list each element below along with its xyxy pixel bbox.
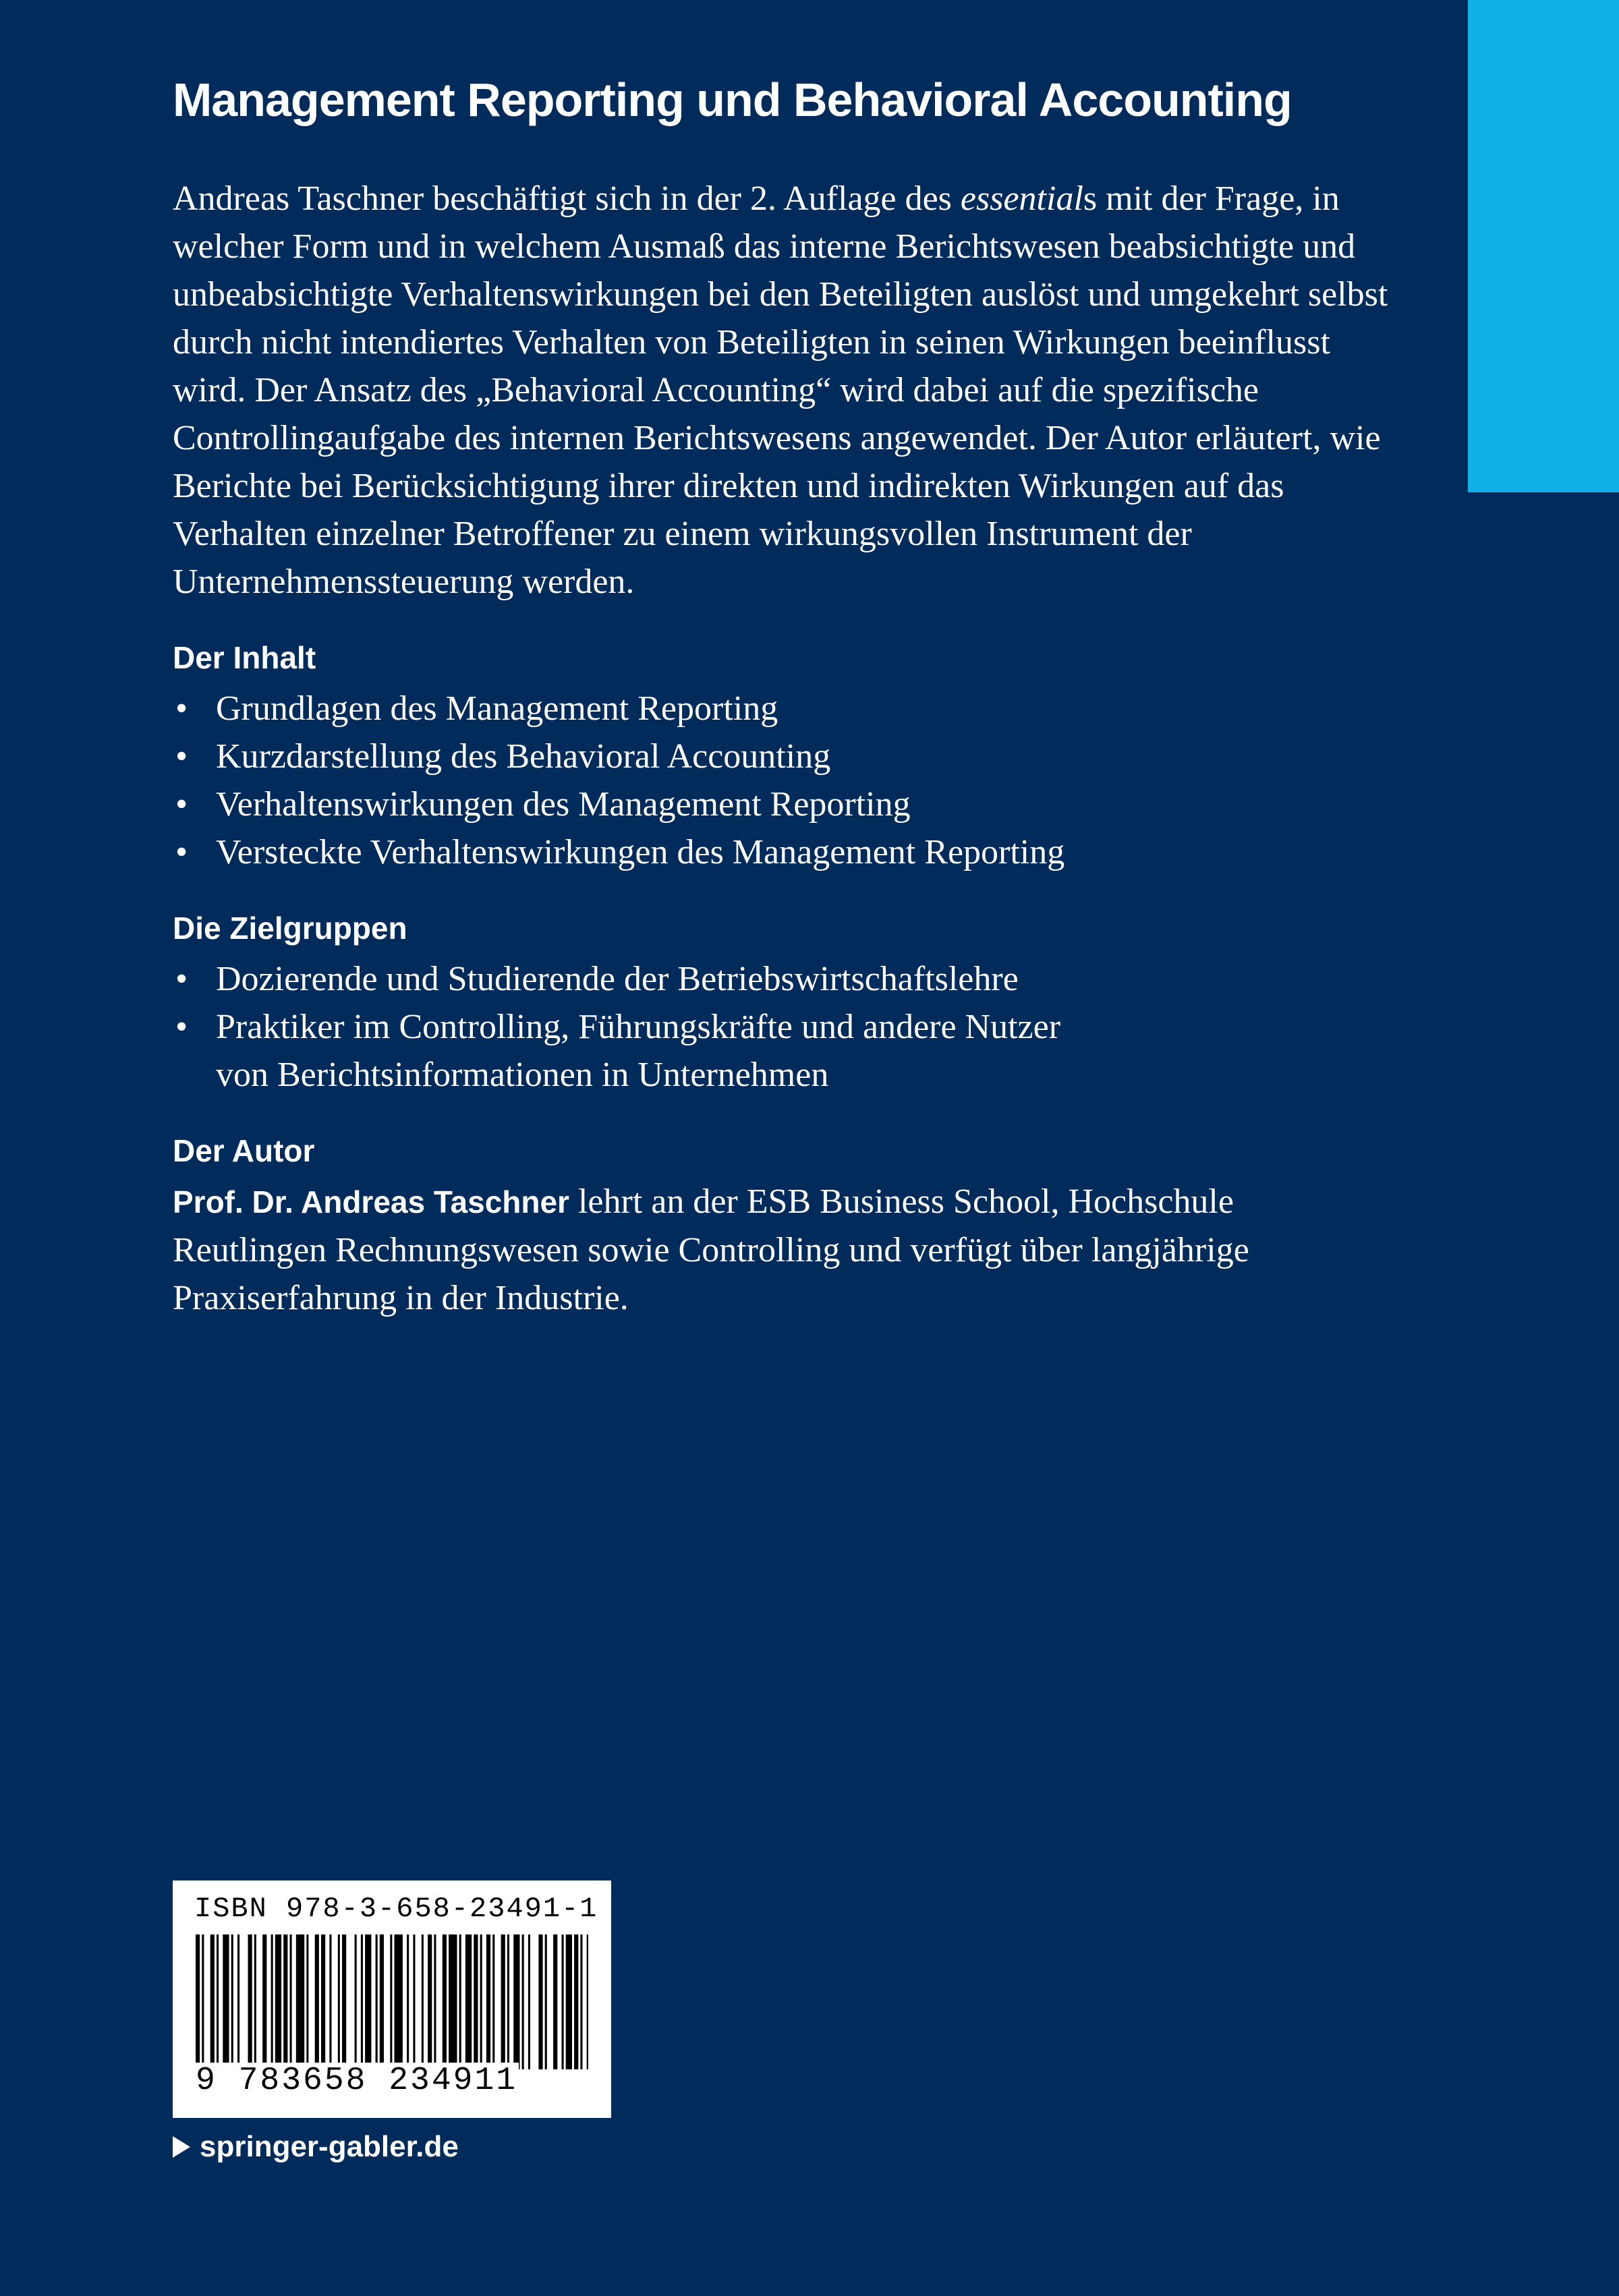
barcode-bar — [376, 1934, 378, 2069]
barcode-bar — [566, 1934, 572, 2069]
barcode-bar — [428, 1934, 432, 2069]
bullet-icon: • — [175, 959, 188, 998]
arrow-right-icon — [173, 2136, 190, 2158]
barcode-bar — [443, 1934, 447, 2069]
barcode-bar — [275, 1934, 281, 2069]
barcode-bar — [434, 1934, 436, 2069]
book-title: Management Reporting und Behavioral Accounting — [173, 74, 1292, 126]
inhalt-list — [173, 685, 1454, 876]
barcode-bar — [262, 1934, 266, 2069]
isbn-barcode — [173, 1881, 611, 2118]
barcode-bar — [449, 1934, 457, 2069]
barcode-bar — [580, 1934, 582, 2069]
barcode-digits: 9 783658 234911 — [196, 2063, 518, 2099]
author-bio — [173, 1178, 1380, 1322]
author-bio-text: lehrt an der ESB Business School, Hochschule Reutlingen Rechnungswesen sowie Controlling und verfügt über langjährige Praxiserfahrung in der Industrie. — [173, 1182, 1249, 1318]
barcode-bar — [538, 1934, 542, 2069]
barcode-bar — [553, 1934, 557, 2069]
list-item: • Versteckte Verhaltenswirkungen des Management Reporting — [173, 828, 1454, 876]
barcode-bar — [407, 1934, 409, 2069]
barcode-bar — [271, 1934, 273, 2069]
list-item: • Praktiker im Controlling, Führungskräfte und andere Nutzer von Berichtsinformationen in Unternehmen — [173, 1003, 1093, 1099]
barcode-icon — [196, 1934, 588, 2069]
barcode-bar — [486, 1934, 490, 2069]
bullet-icon: • — [175, 784, 188, 824]
isbn-label: ISBN 978-3-658-23491-1 — [194, 1893, 598, 1925]
barcode-bar — [223, 1934, 229, 2069]
description-part-1: Andreas Taschner beschäftigt sich in der 2. Auflage des — [173, 179, 961, 218]
barcode-bar — [365, 1934, 371, 2069]
barcode-bar — [361, 1934, 363, 2069]
barcode-bar — [459, 1934, 461, 2069]
barcode-bar — [574, 1934, 578, 2069]
publisher-url: springer-gabler.de — [200, 2130, 459, 2163]
bullet-icon: • — [175, 1007, 188, 1046]
barcode-bar — [342, 1934, 346, 2069]
zielgruppen-list — [173, 955, 1454, 1099]
list-item: • Grundlagen des Management Reporting — [173, 685, 1454, 733]
barcode-bar — [196, 1934, 200, 2069]
barcode-bar — [501, 1934, 505, 2069]
bullet-icon: • — [175, 832, 188, 871]
barcode-bar — [202, 1934, 204, 2069]
description-part-2: s mit der Frage, in welcher Form und in welchem Ausmaß das interne Berichtswesen beabsichtigte und unbeabsichtigte Verhaltenswirkungen bei den Beteiligten auslöst und umgekehrt selbst durch nicht intendiertes Verhalten von Beteiligten in seinen Wirkungen beeinflusst wird. Der Ansatz des „Behavioral Accounting“ wird dabei auf die spezifische Controllingaufgabe des internen Berichtswesens angewendet. Der Autor erläutert, wie Berichte bei Berücksichtigung ihrer direkten und indirekten Wirkungen auf das Verhalten einzelner Betroffener zu einem wirkungsvollen Instrument der Unternehmenssteuerung werden. — [173, 179, 1388, 601]
bullet-icon: • — [175, 689, 188, 728]
barcode-bar — [283, 1934, 287, 2069]
barcode-bar — [395, 1934, 403, 2069]
list-item: • Kurzdarstellung des Behavioral Accounting — [173, 733, 1454, 780]
barcode-bar — [355, 1934, 357, 2069]
barcode-bar — [248, 1934, 252, 2069]
barcode-bar — [492, 1934, 494, 2069]
barcode-bar — [465, 1934, 472, 2069]
barcode-bar — [562, 1934, 564, 2069]
book-description — [173, 175, 1394, 606]
barcode-bar — [296, 1934, 304, 2069]
author-name: Prof. Dr. Andreas Taschner — [173, 1184, 569, 1220]
barcode-bar — [474, 1934, 478, 2069]
barcode-bar — [380, 1934, 384, 2069]
barcode-bar — [237, 1934, 239, 2069]
barcode-bar — [528, 1934, 530, 2069]
barcode-bar — [338, 1934, 340, 2069]
list-item: • Verhaltenswirkungen des Management Reporting — [173, 780, 1454, 828]
description-italic: essential — [960, 179, 1083, 218]
barcode-bar — [507, 1934, 509, 2069]
barcode-bar — [545, 1934, 547, 2069]
publisher-link[interactable] — [173, 2130, 459, 2164]
accent-bar — [1468, 0, 1619, 492]
barcode-bar — [290, 1934, 292, 2069]
barcode-bar — [254, 1934, 256, 2069]
barcode-bar — [480, 1934, 482, 2069]
barcode-bar — [306, 1934, 308, 2069]
barcode-bar — [513, 1934, 519, 2069]
inhalt-heading: Der Inhalt — [173, 639, 316, 675]
barcode-bar — [413, 1934, 415, 2069]
barcode-bar — [217, 1934, 219, 2069]
barcode-bar — [321, 1934, 325, 2069]
barcode-bar — [210, 1934, 215, 2069]
barcode-bar — [390, 1934, 392, 2069]
back-cover-content — [173, 73, 1454, 1322]
list-item: • Dozierende und Studierende der Betriebswirtschaftslehre — [173, 955, 1454, 1003]
autor-heading: Der Autor — [173, 1132, 315, 1168]
barcode-bar — [422, 1934, 424, 2069]
bullet-icon: • — [175, 737, 188, 776]
barcode-bar — [522, 1934, 524, 2069]
barcode-bar — [587, 1934, 588, 2069]
barcode-bar — [329, 1934, 331, 2069]
barcode-bar — [231, 1934, 233, 2069]
zielgruppen-heading: Die Zielgruppen — [173, 910, 407, 946]
barcode-bar — [315, 1934, 319, 2069]
